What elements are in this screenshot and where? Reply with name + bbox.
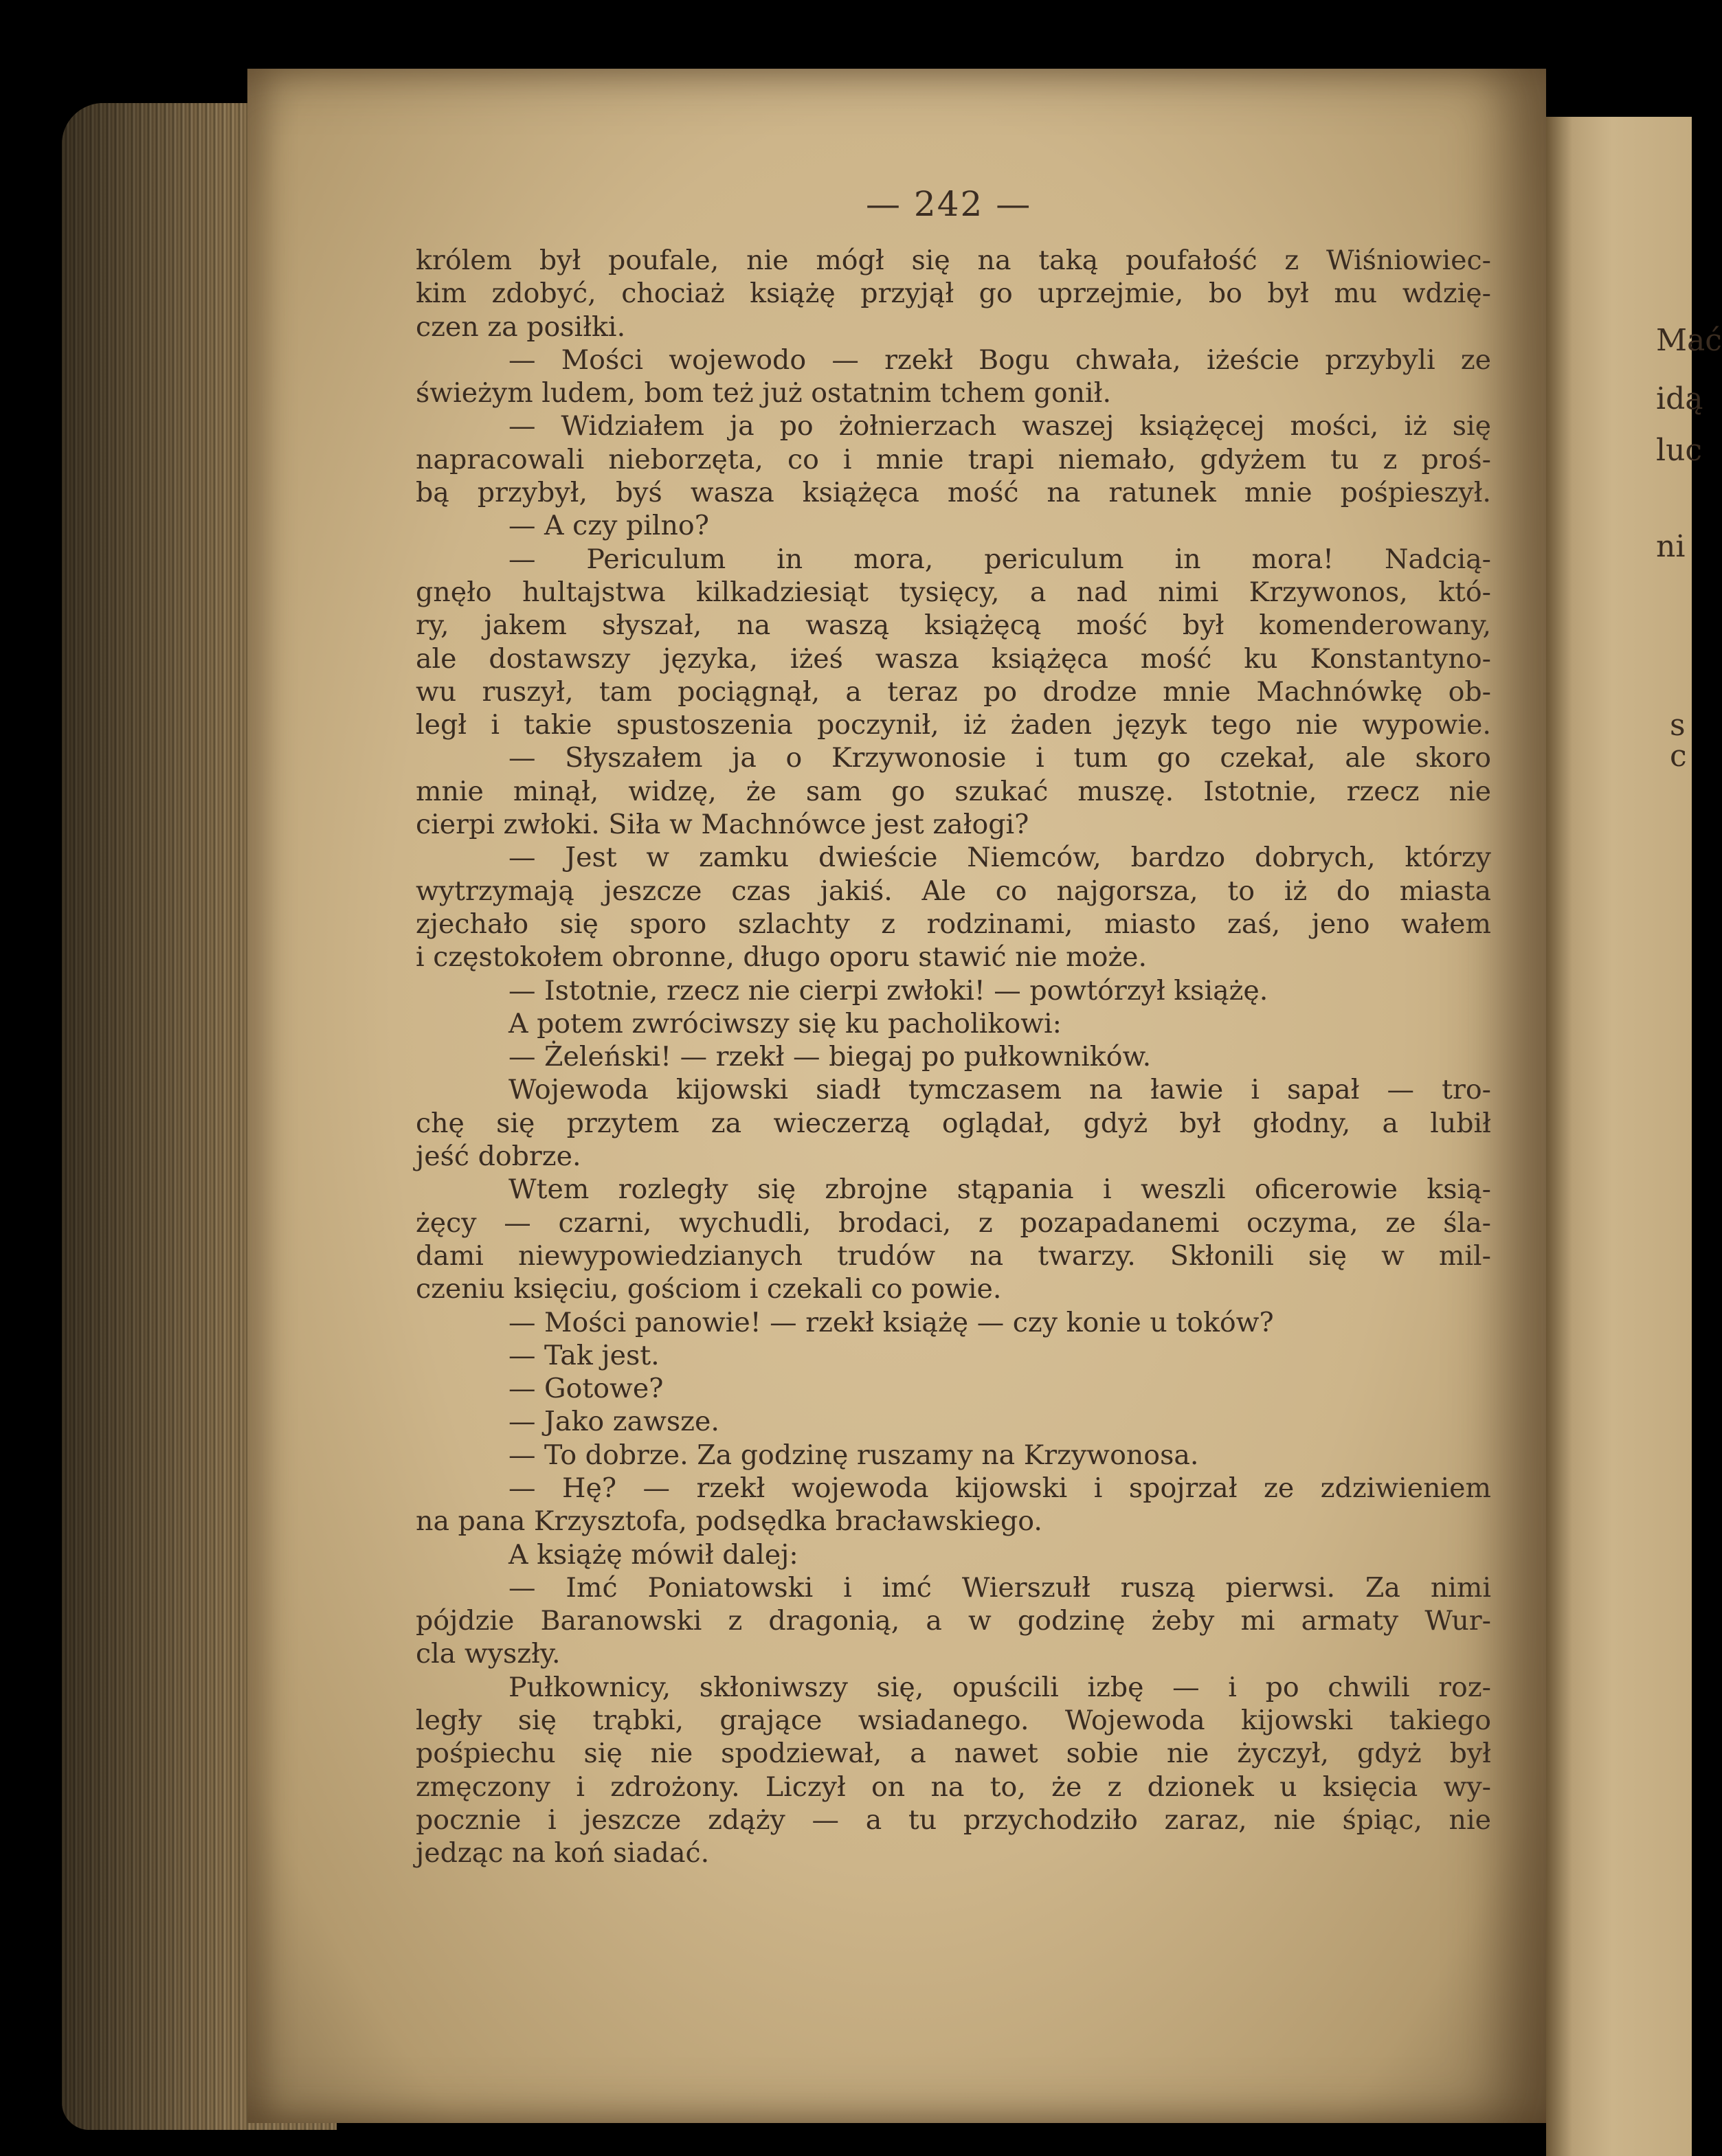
text-line: na pana Krzysztofa, podsędka bracławskiego.: [416, 1505, 1042, 1538]
text-line: czeniu księciu, gościom i czekali co powie.: [416, 1273, 1002, 1305]
text-line: — Mości panowie! — rzekł książę — czy konie u toków?: [508, 1306, 1274, 1338]
text-line: — Mości wojewodo — rzekł Bogu chwała, iżeście przybyli ze: [508, 344, 1491, 376]
text-line: gnęło hultajstwa kilkadziesiąt tysięcy, a nad nimi Krzywonos, któ-: [416, 576, 1491, 608]
text-line: i częstokołem obronne, długo oporu stawić nie może.: [416, 941, 1148, 974]
text-line: — Periculum in mora, periculum in mora! Nadcią-: [508, 543, 1491, 575]
text-line: — Imć Poniatowski i imć Wierszułł ruszą pierwsi. Za nimi: [508, 1571, 1491, 1604]
page-text: [416, 244, 1491, 1870]
text-line: — Hę? — rzekł wojewoda kijowski i spojrzał ze zdziwieniem: [508, 1472, 1491, 1504]
right-page: [1546, 117, 1692, 2156]
text-line: wu ruszył, tam pociągnął, a teraz po drodze mnie Machnówkę ob-: [416, 675, 1491, 708]
text-line: — To dobrze. Za godzinę ruszamy na Krzywonosa.: [508, 1439, 1199, 1471]
text-line: dami niewypowiedzianych trudów na twarzy. Skłonili się w mil-: [416, 1239, 1491, 1272]
text-line: jeść dobrze.: [416, 1141, 581, 1173]
text-line: pójdzie Baranowski z dragonią, a w godzinę żeby mi armaty Wur-: [416, 1605, 1491, 1637]
right-page-fragment: idą: [1656, 381, 1703, 416]
text-line: — Jako zawsze.: [508, 1406, 719, 1438]
text-line: pośpiechu się nie spodziewał, a nawet sobie nie życzył, gdyż był: [416, 1738, 1491, 1770]
text-line: napracowali nieborzęta, co i mnie trapi niemało, gdyżem tu z proś-: [416, 443, 1491, 475]
text-line: żęcy — czarni, wychudli, brodaci, z pozapadanemi oczyma, ze śla-: [416, 1206, 1491, 1239]
text-line: — Istotnie, rzecz nie cierpi zwłoki! — powtórzył książę.: [508, 974, 1268, 1007]
text-line: ale dostawszy języka, iżeś wasza książęca mość ku Konstantyno-: [416, 642, 1491, 675]
text-line: — Widziałem ja po żołnierzach waszej książęcej mości, iż się: [508, 410, 1491, 442]
text-line: A potem zwróciwszy się ku pacholikowi:: [508, 1007, 1062, 1040]
text-line: zmęczony i zdrożony. Liczył on na to, że z dzionek u księcia wy-: [416, 1771, 1491, 1803]
text-line: czen za posiłki.: [416, 311, 626, 343]
text-line: Pułkownicy, skłoniwszy się, opuścili izbę — i po chwili roz-: [508, 1671, 1491, 1703]
text-line: pocznie i jeszcze zdąży — a tu przychodziło zaraz, nie śpiąc, nie: [416, 1804, 1491, 1836]
text-line: bą przybył, byś wasza książęca mość na ratunek mnie pośpieszył.: [416, 477, 1491, 509]
text-line: kim zdobyć, chociaż książę przyjął go uprzejmie, bo był mu wdzię-: [416, 278, 1491, 310]
text-line: cla wyszły.: [416, 1638, 561, 1670]
text-line: — Gotowe?: [508, 1373, 664, 1405]
right-page-fragment: s: [1670, 708, 1686, 743]
text-line: legł i takie spustoszenia poczynił, iż żaden język tego nie wypowie.: [416, 709, 1491, 741]
text-line: — Jest w zamku dwieście Niemców, bardzo dobrych, którzy: [508, 842, 1491, 874]
text-line: — Tak jest.: [508, 1339, 660, 1371]
right-page-fragment: Mać: [1656, 323, 1722, 358]
text-line: mnie minął, widzę, że sam go szukać muszę. Istotnie, rzecz nie: [416, 775, 1491, 807]
page-number: — 242 —: [866, 184, 1032, 224]
text-line: świeżym ludem, bom też już ostatnim tchem gonił.: [416, 377, 1112, 409]
text-line: Wtem rozległy się zbrojne stąpania i weszli oficerowie ksią-: [508, 1174, 1491, 1206]
right-page-fragment: ni: [1656, 529, 1686, 564]
text-line: legły się trąbki, grające wsiadanego. Wojewoda kijowski takiego: [416, 1705, 1491, 1737]
text-line: — Słyszałem ja o Krzywonosie i tum go czekał, ale skoro: [508, 742, 1491, 774]
text-line: A książę mówił dalej:: [508, 1538, 798, 1571]
text-line: królem był poufale, nie mógł się na taką poufałość z Wiśniowiec-: [416, 245, 1491, 276]
text-line: — A czy pilno?: [508, 510, 709, 542]
right-page-fragment: luc: [1656, 433, 1703, 468]
text-line: jedząc na koń siadać.: [416, 1837, 710, 1869]
text-line: cierpi zwłoki. Siła w Machnówce jest załogi?: [416, 809, 1029, 841]
text-line: ry, jakem słyszał, na waszą książęcą mość był komenderowany,: [416, 609, 1491, 642]
text-line: zjechało się sporo szlachty z rodzinami, miasto zaś, jeno wałem: [416, 908, 1491, 940]
right-page-fragment: c: [1670, 739, 1687, 774]
text-line: — Żeleński! — rzekł — biegaj po pułkowników.: [508, 1041, 1152, 1073]
text-line: Wojewoda kijowski siadł tymczasem na ławie i sapał — tro-: [508, 1074, 1491, 1106]
text-line: chę się przytem za wieczerzą oglądał, gdyż był głodny, a lubił: [416, 1107, 1491, 1139]
text-line: wytrzymają jeszcze czas jakiś. Ale co najgorsza, to iż do miasta: [416, 875, 1491, 907]
